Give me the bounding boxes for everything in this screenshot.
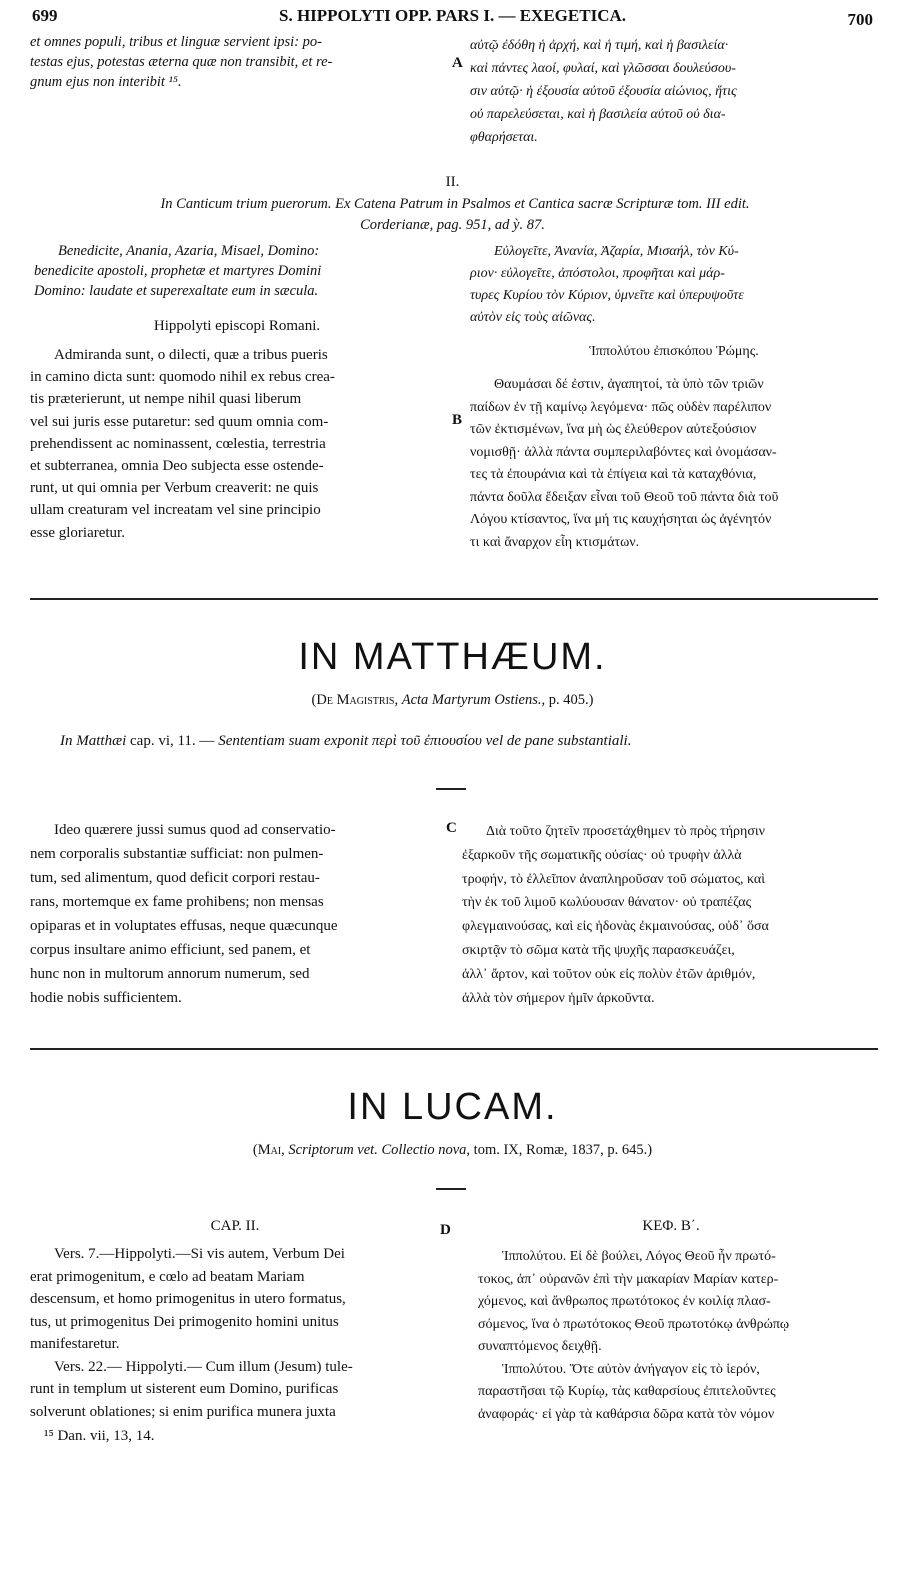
text-line: Λόγου κτίσαντος, ἵνα μή τις καυχήσηται ὡς ἀγένητόν (470, 512, 772, 527)
short-divider (436, 1188, 466, 1190)
section-heading-line2: Corderianæ, pag. 951, ad ỳ. 87. (360, 217, 545, 233)
section-divider (30, 598, 878, 600)
matthew-greek (462, 820, 880, 1010)
text-line: in camino dicta sunt: quomodo nihil ex rebus crea- (30, 369, 335, 386)
margin-letter-b: B (452, 412, 463, 428)
greek-body (470, 374, 880, 554)
section-heading-line1: In Canticum trium puerorum. Ex Catena Patrum in Psalmos et Cantica sacræ Scripturæ tom. III edit. (160, 196, 750, 212)
greek-chapter: ΚΕΦ. Β΄. (642, 1218, 700, 1234)
latin-body (30, 344, 440, 544)
text-line: οὐ παρελεύσεται, καὶ ἡ βασιλεία αὐτοῦ οὐ δια- (470, 107, 726, 122)
text-line: Benedicite, Anania, Azaria, Misael, Domino: (58, 243, 320, 259)
short-divider (436, 788, 466, 790)
source-suffix: , tom. IX, Romæ, 1837, p. 645.) (466, 1142, 653, 1158)
source-prefix: (De Magistris, (311, 692, 402, 708)
text-line: καὶ πάντες λαοί, φυλαί, καὶ γλῶσσαι δουλεύσου- (470, 61, 736, 76)
text-line: ἐξαρκοῦν τῆς σωματικῆς οὐσίας· οὐ τρυφὴν ἀλλὰ (462, 847, 742, 863)
ref-book: In Matthæi (60, 733, 127, 749)
page-number-right: 700 (847, 10, 873, 29)
text-line: τυρες Κυρίου τὸν Κύριον, ὑμνεῖτε καὶ ὑπερυψοῦτε (470, 288, 744, 303)
text-line: tus, ut primogenitus Dei primogenito homini unitus (30, 1313, 339, 1330)
text-line: Admiranda sunt, o dilecti, quæ a tribus pueris (54, 347, 328, 363)
matthew-latin (30, 818, 438, 1010)
text-line: gnum ejus non interibit ¹⁵. (30, 74, 182, 90)
text-line: corpus insultare animo efficiunt, sed panem, et (30, 942, 311, 958)
footnote: ¹⁵ Dan. vii, 13, 14. (44, 1428, 155, 1444)
section-divider (30, 1048, 878, 1050)
text-line: runt, ut qui omnia per Verbum creaverit: ne quis (30, 480, 319, 497)
text-line: τροφήν, τὸ ἐλλεῖπον ἀναπληροῦσαν τοῦ σώματος, καὶ (462, 871, 766, 887)
text-line: et subterranea, omnia Deo subjecta esse ostende- (30, 458, 324, 475)
margin-letter-d: D (440, 1222, 451, 1238)
text-line: τες τὰ ἐπουράνια καὶ τὰ ἐπίγεια καὶ τὰ καταχθόνια, (470, 467, 757, 482)
source-prefix: (Mai, (252, 1142, 289, 1158)
running-title: S. HIPPOLYTI OPP. PARS I. — EXEGETICA. (279, 6, 626, 25)
text-line: νομισθῇ· ἀλλὰ πάντα συμπεριλαβόντες καὶ ὀνομάσαν- (470, 444, 777, 460)
margin-letter-c: C (446, 820, 457, 836)
text-line: benedicite apostoli, prophetæ et martyres Domini (34, 263, 322, 279)
text-line: opiparas et in voluptates effusas, neque quæcunque (30, 918, 338, 934)
page-number-left: 699 (32, 6, 58, 25)
greek-top-block (470, 34, 878, 149)
luke-title: IN LUCAM. (347, 1086, 558, 1128)
text-line: ἀλλὰ τὸν σήμερον ἡμῖν ἀρκοῦντα. (462, 990, 655, 1006)
text-line: Ideo quærere jussi sumus quod ad conservatio- (54, 822, 336, 838)
source-suffix: , p. 405.) (541, 692, 594, 708)
matthew-source (0, 692, 905, 709)
text-line: nem corporalis substantiæ sufficiat: non pulmen- (30, 846, 324, 862)
source-title: Acta Martyrum Ostiens. (401, 692, 542, 708)
text-line: vel sui juris esse putaretur: sed quum omnia com- (30, 413, 329, 430)
text-line: σόμενος, ἵνα ὁ πρωτότοκος Θεοῦ πρωτοτόκῳ ἀνθρώπῳ (478, 1316, 790, 1332)
matthew-reference (60, 733, 880, 750)
text-line: testas ejus, potestas æterna quæ non transibit, et re- (30, 54, 333, 70)
text-line: rans, mortemque ex fame prohibens; non mensas (30, 894, 324, 910)
text-line: Vers. 22.— Hippolyti.— Cum illum (Jesum) tule- (54, 1358, 353, 1375)
text-line: φθαρήσεται. (470, 130, 538, 145)
matthew-title: IN MATTHÆUM. (298, 636, 607, 678)
ref-summary: Sententiam suam exponit περὶ τοῦ ἐπιουσίου vel de pane substantiali. (218, 733, 632, 749)
text-line: αὐτὸν εἰς τοὺς αἰῶνας. (470, 310, 596, 325)
text-line: τι καὶ ἄναρχον εἶη κτισμάτων. (470, 534, 640, 550)
latin-chapter: CAP. II. (210, 1218, 260, 1234)
text-line: descensum, et homo primogenitus in utero formatus, (30, 1291, 346, 1307)
margin-letter-a: A (452, 55, 463, 71)
luke-greek (478, 1246, 878, 1426)
text-line: hunc non in multorum annorum numerum, sed (30, 966, 310, 982)
text-line: τῶν ἐκτισμένων, ἵνα μὴ ὡς ἐλεύθερον αὐτεξούσιον (470, 422, 757, 437)
text-line: συναπτόμενος δειχθῇ. (478, 1339, 602, 1354)
text-line: erat primogenitum, e cœlo ad beatam Mariam (30, 1268, 305, 1285)
text-line: πάντα δοῦλα ἔδειξαν εἶναι τοῦ Θεοῦ τοῦ πάντα διὰ τοῦ (470, 489, 779, 505)
text-line: tum, sed alimentum, quod deficit corpori restau- (30, 870, 320, 886)
text-line: Θαυμάσαι δέ ἐστιν, ἀγαπητοί, τὰ ὑπὸ τῶν τριῶν (494, 377, 764, 392)
latin-author: Hippolyti episcopi Romani. (153, 318, 321, 334)
greek-verse (470, 241, 878, 329)
latin-top-block (30, 32, 440, 92)
text-line: ἀλλ᾽ ἄρτον, καὶ τοῦτον οὐκ εἰς πολὺν ἐτῶν ἀριθμόν, (462, 966, 756, 982)
text-line: παραστῆσαι τῷ Κυρίῳ, τὰς καθαρσίους ἐπιτελοῦντες (478, 1384, 776, 1399)
text-line: manifestaretur. (30, 1336, 120, 1352)
source-title: Scriptorum vet. Collectio nova (288, 1142, 467, 1158)
text-line: Vers. 7.—Hippolyti.—Si vis autem, Verbum Dei (54, 1246, 345, 1262)
text-line: Διὰ τοῦτο ζητεῖν προσετάχθημεν τὸ πρὸς τήρησιν (486, 824, 765, 839)
text-line: tis præterierunt, ut nempe nihil quasi liberum (30, 391, 302, 408)
luke-source (0, 1142, 905, 1159)
text-line: prehendissent ac nominassent, cœlestia, terrestria (30, 435, 326, 452)
text-line: τοκος, ἀπ᾽ οὐρανῶν ἐπὶ τὴν μακαρίαν Μαρίαν κατερ- (478, 1271, 779, 1287)
greek-author: Ἱππολύτου ἐπισκόπου Ῥώμης. (589, 344, 759, 359)
text-line: Εὐλογεῖτε, Ἀνανία, Ἀζαρία, Μισαήλ, τὸν Κύ- (494, 244, 739, 259)
text-line: Ἱππολύτου. Ὅτε αὐτὸν ἀνήγαγον εἰς τὸ ἱερόν, (502, 1361, 760, 1377)
text-line: esse gloriaretur. (30, 524, 125, 541)
text-line: runt in templum ut sisterent eum Domino, purificas (30, 1381, 339, 1397)
text-line: τὴν ἐκ τοῦ λιμοῦ κωλύουσαν θάνατον· οὐ τραπέζας (462, 895, 752, 911)
text-line: Ἱππολύτου. Εἰ δὲ βούλει, Λόγος Θεοῦ ἦν πρωτό- (502, 1249, 776, 1264)
text-line: σιν αὐτῷ· ἡ ἐξουσία αὐτοῦ ἐξουσία αἰώνιος, ἥτις (470, 84, 737, 99)
text-line: αὐτῷ ἐδόθη ἡ ἀρχή, καὶ ἡ τιμή, καὶ ἡ βασιλεία· (470, 38, 729, 53)
text-line: ριον· εὐλογεῖτε, ἀπόστολοι, προφῆται καὶ μάρ- (470, 266, 725, 281)
text-line: hodie nobis sufficientem. (30, 990, 182, 1006)
text-line: φλεγμαινούσας, καὶ εἰς ἡδονὰς ἐκμαινούσας, οὐδ᾽ ὅσα (462, 919, 769, 935)
text-line: παίδων ἐν τῇ καμίνῳ λεγόμενα· πῶς οὐδὲν παρέλιπον (470, 399, 772, 415)
text-line: ullam creaturam vel increatam vel sine principio (30, 502, 321, 519)
text-line: et omnes populi, tribus et linguæ servient ipsi: po- (30, 34, 322, 50)
section-number: II. (445, 174, 460, 190)
latin-verse (34, 241, 440, 301)
luke-latin (30, 1243, 438, 1423)
text-line: solverunt oblationes; si enim purifica munera juxta (30, 1403, 336, 1420)
text-line: σκιρτᾷν τὸ σῶμα κατὰ τῆς ψυχῆς παρασκευάζει, (462, 942, 735, 958)
text-line: χόμενος, καὶ ἄνθρωπος πρωτότοκος ἐν κοιλίᾳ πλασ- (478, 1294, 771, 1309)
text-line: Domino: laudate et superexaltate eum in sæcula. (34, 283, 319, 299)
text-line: ἀναφοράς· εἰ γὰρ τὰ καθάρσια δῶρα κατὰ τὸν νόμον (478, 1406, 775, 1422)
ref-chapter: cap. vi, 11. — (126, 733, 219, 749)
